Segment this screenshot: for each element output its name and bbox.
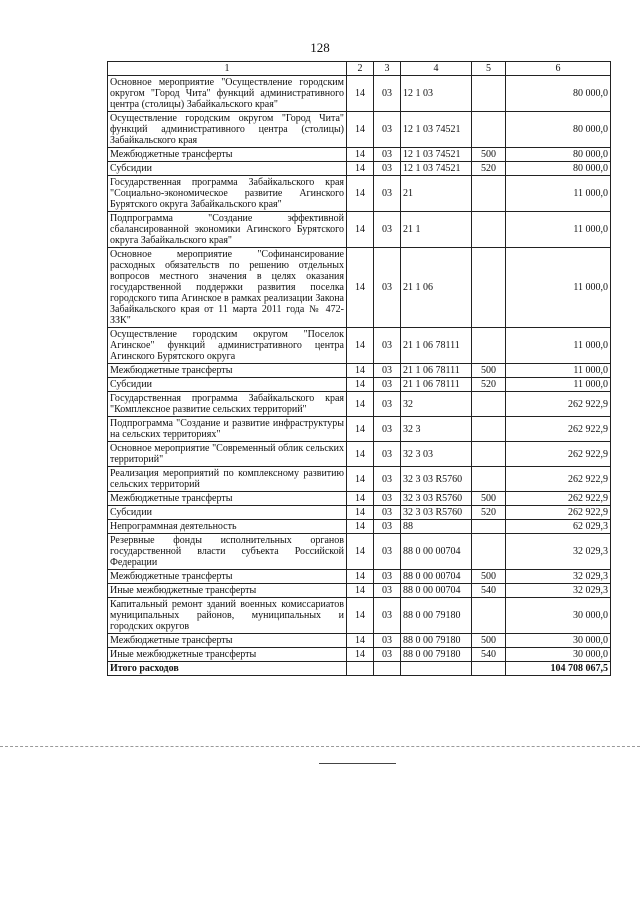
row-expense-type <box>472 520 506 534</box>
row-expense-type <box>472 417 506 442</box>
table-row <box>108 364 611 378</box>
row-target-code: 32 3 <box>401 417 472 442</box>
row-name: Субсидии <box>108 506 347 520</box>
table-row <box>108 570 611 584</box>
row-expense-type: 500 <box>472 634 506 648</box>
row-amount: 262 922,9 <box>506 467 611 492</box>
total-empty-cell <box>347 662 374 676</box>
row-subsection: 03 <box>374 648 401 662</box>
row-target-code: 21 1 06 <box>401 248 472 328</box>
table-row <box>108 248 611 328</box>
row-amount: 262 922,9 <box>506 506 611 520</box>
row-amount: 30 000,0 <box>506 634 611 648</box>
table-body <box>108 76 611 662</box>
header-cell: 6 <box>506 62 611 76</box>
table-row <box>108 328 611 364</box>
row-name: Основное мероприятие "Осуществление городским округом "Город Чита" функций административного центра (столицы) Забайкальского края" <box>108 76 347 112</box>
row-amount: 262 922,9 <box>506 392 611 417</box>
row-target-code: 21 <box>401 176 472 212</box>
row-name: Непрограммная деятельность <box>108 520 347 534</box>
row-subsection: 03 <box>374 634 401 648</box>
table-row <box>108 648 611 662</box>
table-row <box>108 492 611 506</box>
row-amount: 11 000,0 <box>506 328 611 364</box>
row-target-code: 32 3 03 R5760 <box>401 467 472 492</box>
row-section: 14 <box>347 392 374 417</box>
row-expense-type: 520 <box>472 378 506 392</box>
row-target-code: 32 3 03 <box>401 442 472 467</box>
row-target-code: 21 1 06 78111 <box>401 378 472 392</box>
row-amount: 30 000,0 <box>506 598 611 634</box>
row-target-code: 12 1 03 <box>401 76 472 112</box>
row-subsection: 03 <box>374 417 401 442</box>
row-target-code: 88 0 00 00704 <box>401 584 472 598</box>
row-name: Межбюджетные трансферты <box>108 570 347 584</box>
row-name: Межбюджетные трансферты <box>108 148 347 162</box>
row-section: 14 <box>347 520 374 534</box>
row-amount: 32 029,3 <box>506 584 611 598</box>
row-expense-type <box>472 598 506 634</box>
row-target-code: 88 <box>401 520 472 534</box>
header-cell: 3 <box>374 62 401 76</box>
row-name: Иные межбюджетные трансферты <box>108 584 347 598</box>
row-subsection: 03 <box>374 584 401 598</box>
row-name: Субсидии <box>108 162 347 176</box>
table-row <box>108 112 611 148</box>
row-expense-type <box>472 467 506 492</box>
row-amount: 262 922,9 <box>506 492 611 506</box>
table-row <box>108 584 611 598</box>
table-row <box>108 212 611 248</box>
row-amount: 262 922,9 <box>506 442 611 467</box>
row-section: 14 <box>347 176 374 212</box>
row-target-code: 12 1 03 74521 <box>401 162 472 176</box>
row-subsection: 03 <box>374 492 401 506</box>
row-name: Резервные фонды исполнительных органов государственной власти субъекта Российской Федерации <box>108 534 347 570</box>
row-subsection: 03 <box>374 248 401 328</box>
row-target-code: 21 1 06 78111 <box>401 364 472 378</box>
row-amount: 62 029,3 <box>506 520 611 534</box>
row-amount: 80 000,0 <box>506 76 611 112</box>
row-expense-type <box>472 442 506 467</box>
total-empty-cell <box>374 662 401 676</box>
row-amount: 32 029,3 <box>506 534 611 570</box>
row-subsection: 03 <box>374 162 401 176</box>
row-subsection: 03 <box>374 364 401 378</box>
table-row <box>108 378 611 392</box>
table-row <box>108 467 611 492</box>
table-row <box>108 76 611 112</box>
row-name: Основное мероприятие "Софинансирование расходных обязательств по решению отдельных вопросов местного значения в целях оказания государственной поддержки развития поселка городского типа Агинское в рамках реализации Закона Забайкальского края от 11 марта 2011 года № 472-ЗЗК" <box>108 248 347 328</box>
page-number: 128 <box>310 40 330 55</box>
row-target-code: 32 3 03 R5760 <box>401 506 472 520</box>
total-empty-cell <box>401 662 472 676</box>
row-section: 14 <box>347 442 374 467</box>
row-target-code: 12 1 03 74521 <box>401 112 472 148</box>
row-section: 14 <box>347 212 374 248</box>
row-name: Основное мероприятие "Современный облик сельских территорий" <box>108 442 347 467</box>
row-target-code: 88 0 00 00704 <box>401 570 472 584</box>
row-name: Капитальный ремонт зданий военных комиссариатов муниципальных районов, муниципальных и городских округов <box>108 598 347 634</box>
row-name: Межбюджетные трансферты <box>108 364 347 378</box>
row-name: Межбюджетные трансферты <box>108 492 347 506</box>
header-cell: 1 <box>108 62 347 76</box>
row-section: 14 <box>347 378 374 392</box>
row-expense-type: 520 <box>472 506 506 520</box>
row-name: Осуществление городским округом "Город Чита" функций административного центра (столицы) Забайкальского края <box>108 112 347 148</box>
row-amount: 11 000,0 <box>506 176 611 212</box>
table-row <box>108 534 611 570</box>
row-amount: 80 000,0 <box>506 148 611 162</box>
table-row <box>108 520 611 534</box>
row-amount: 80 000,0 <box>506 112 611 148</box>
row-amount: 80 000,0 <box>506 162 611 176</box>
row-subsection: 03 <box>374 76 401 112</box>
row-subsection: 03 <box>374 378 401 392</box>
row-section: 14 <box>347 248 374 328</box>
row-expense-type: 500 <box>472 148 506 162</box>
row-section: 14 <box>347 634 374 648</box>
row-name: Реализация мероприятий по комплексному развитию сельских территорий <box>108 467 347 492</box>
row-expense-type: 500 <box>472 492 506 506</box>
row-section: 14 <box>347 584 374 598</box>
header-cell: 2 <box>347 62 374 76</box>
row-section: 14 <box>347 492 374 506</box>
row-expense-type: 500 <box>472 364 506 378</box>
footer-rule <box>319 763 396 764</box>
row-amount: 32 029,3 <box>506 570 611 584</box>
row-subsection: 03 <box>374 176 401 212</box>
scan-dash-line <box>0 746 640 747</box>
row-subsection: 03 <box>374 506 401 520</box>
row-target-code: 88 0 00 79180 <box>401 598 472 634</box>
row-expense-type <box>472 212 506 248</box>
row-section: 14 <box>347 364 374 378</box>
row-expense-type <box>472 76 506 112</box>
row-section: 14 <box>347 598 374 634</box>
total-row <box>108 662 611 676</box>
table-row <box>108 392 611 417</box>
row-subsection: 03 <box>374 328 401 364</box>
row-subsection: 03 <box>374 392 401 417</box>
row-expense-type <box>472 112 506 148</box>
row-target-code: 88 0 00 00704 <box>401 534 472 570</box>
row-section: 14 <box>347 162 374 176</box>
total-label: Итого расходов <box>108 662 347 676</box>
row-amount: 30 000,0 <box>506 648 611 662</box>
row-section: 14 <box>347 467 374 492</box>
row-subsection: 03 <box>374 534 401 570</box>
table-row <box>108 148 611 162</box>
row-section: 14 <box>347 534 374 570</box>
row-amount: 11 000,0 <box>506 364 611 378</box>
row-amount: 262 922,9 <box>506 417 611 442</box>
row-expense-type <box>472 392 506 417</box>
row-section: 14 <box>347 328 374 364</box>
row-section: 14 <box>347 148 374 162</box>
row-name: Подпрограмма "Создание эффективной сбалансированной экономики Агинского Бурятского округа Забайкальского края" <box>108 212 347 248</box>
table-row <box>108 598 611 634</box>
total-empty-cell <box>472 662 506 676</box>
row-name: Межбюджетные трансферты <box>108 634 347 648</box>
row-subsection: 03 <box>374 112 401 148</box>
header-cell: 5 <box>472 62 506 76</box>
row-expense-type: 500 <box>472 570 506 584</box>
row-target-code: 32 <box>401 392 472 417</box>
row-name: Государственная программа Забайкальского края "Социально-экономическое развитие Агинского Бурятского округа Забайкальского края" <box>108 176 347 212</box>
row-name: Субсидии <box>108 378 347 392</box>
row-target-code: 12 1 03 74521 <box>401 148 472 162</box>
table-header-row <box>108 62 611 76</box>
row-target-code: 21 1 <box>401 212 472 248</box>
header-cell: 4 <box>401 62 472 76</box>
row-subsection: 03 <box>374 570 401 584</box>
row-target-code: 21 1 06 78111 <box>401 328 472 364</box>
row-section: 14 <box>347 570 374 584</box>
row-subsection: 03 <box>374 598 401 634</box>
row-section: 14 <box>347 648 374 662</box>
row-section: 14 <box>347 417 374 442</box>
row-name: Иные межбюджетные трансферты <box>108 648 347 662</box>
row-subsection: 03 <box>374 467 401 492</box>
row-target-code: 88 0 00 79180 <box>401 648 472 662</box>
row-expense-type: 540 <box>472 584 506 598</box>
row-amount: 11 000,0 <box>506 248 611 328</box>
row-name: Осуществление городским округом "Поселок Агинское" функций административного центра Агинского Бурятского округа <box>108 328 347 364</box>
row-expense-type <box>472 248 506 328</box>
row-name: Подпрограмма "Создание и развитие инфраструктуры на сельских территориях" <box>108 417 347 442</box>
row-subsection: 03 <box>374 520 401 534</box>
row-section: 14 <box>347 76 374 112</box>
row-target-code: 88 0 00 79180 <box>401 634 472 648</box>
budget-table <box>107 61 611 676</box>
table-row <box>108 417 611 442</box>
table-row <box>108 634 611 648</box>
row-expense-type: 520 <box>472 162 506 176</box>
total-sum: 104 708 067,5 <box>506 662 611 676</box>
table-row <box>108 162 611 176</box>
row-amount: 11 000,0 <box>506 212 611 248</box>
row-subsection: 03 <box>374 442 401 467</box>
table-row <box>108 506 611 520</box>
row-name: Государственная программа Забайкальского края "Комплексное развитие сельских территорий" <box>108 392 347 417</box>
row-expense-type <box>472 176 506 212</box>
table-row <box>108 442 611 467</box>
row-target-code: 32 3 03 R5760 <box>401 492 472 506</box>
row-section: 14 <box>347 112 374 148</box>
row-expense-type <box>472 328 506 364</box>
row-section: 14 <box>347 506 374 520</box>
row-expense-type <box>472 534 506 570</box>
row-expense-type: 540 <box>472 648 506 662</box>
table-row <box>108 176 611 212</box>
row-subsection: 03 <box>374 212 401 248</box>
row-amount: 11 000,0 <box>506 378 611 392</box>
row-subsection: 03 <box>374 148 401 162</box>
